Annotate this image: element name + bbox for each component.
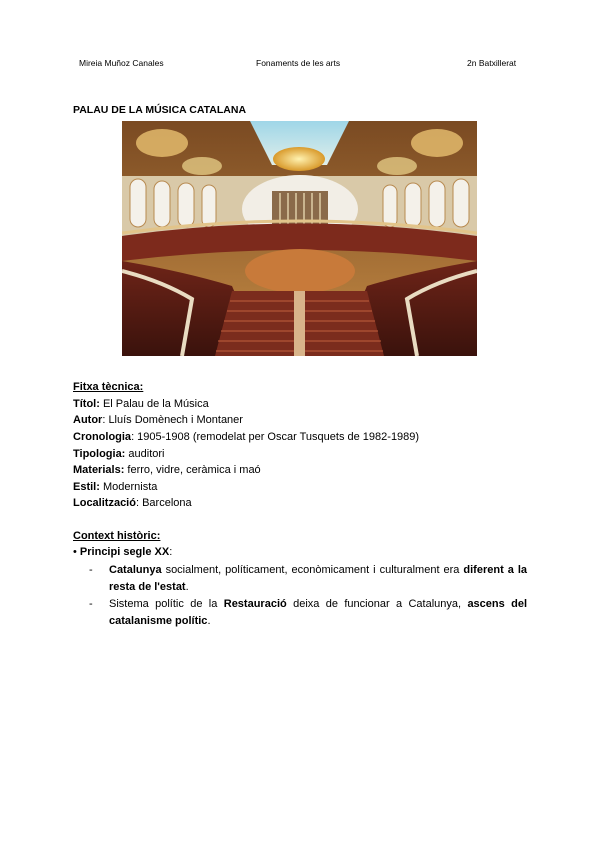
dash-marker: - [89,564,93,576]
fitxa-item: Estil: Modernista [73,481,158,493]
header-course: 2n Batxillerat [467,58,517,68]
fitxa-item: Cronologia: 1905-1908 (remodelat per Oscar Tusquets de 1982-1989) [73,431,420,443]
fitxa-heading: Fitxa tècnica: [73,381,144,393]
dash-marker: - [89,598,93,610]
fitxa-item: Localització: Barcelona [73,497,192,509]
header-author: Mireia Muñoz Canales [79,58,164,68]
fitxa-item: Tipologia: auditori [73,448,165,460]
context-subitem: - Catalunya socialment, políticament, econòmicament i culturalment era diferent a la resta de l'estat. [89,564,527,593]
fitxa-item: Títol: El Palau de la Música [73,398,209,410]
fitxa-item: Autor: Lluís Domènech i Montaner [73,414,243,426]
header-subject: Fonaments de les arts [256,58,341,68]
concert-hall-photo [122,121,477,356]
context-subitem: - Sistema polític de la Restauració deixa de funcionar a Catalunya, ascens del catalanisme polític. [89,598,528,627]
page-title: PALAU DE LA MÚSICA CATALANA [73,104,247,116]
fitxa-item: Materials: ferro, vidre, ceràmica i maó [73,464,261,476]
context-heading: Context històric: [73,530,161,542]
context-bullet: • Principi segle XX: [73,546,173,558]
